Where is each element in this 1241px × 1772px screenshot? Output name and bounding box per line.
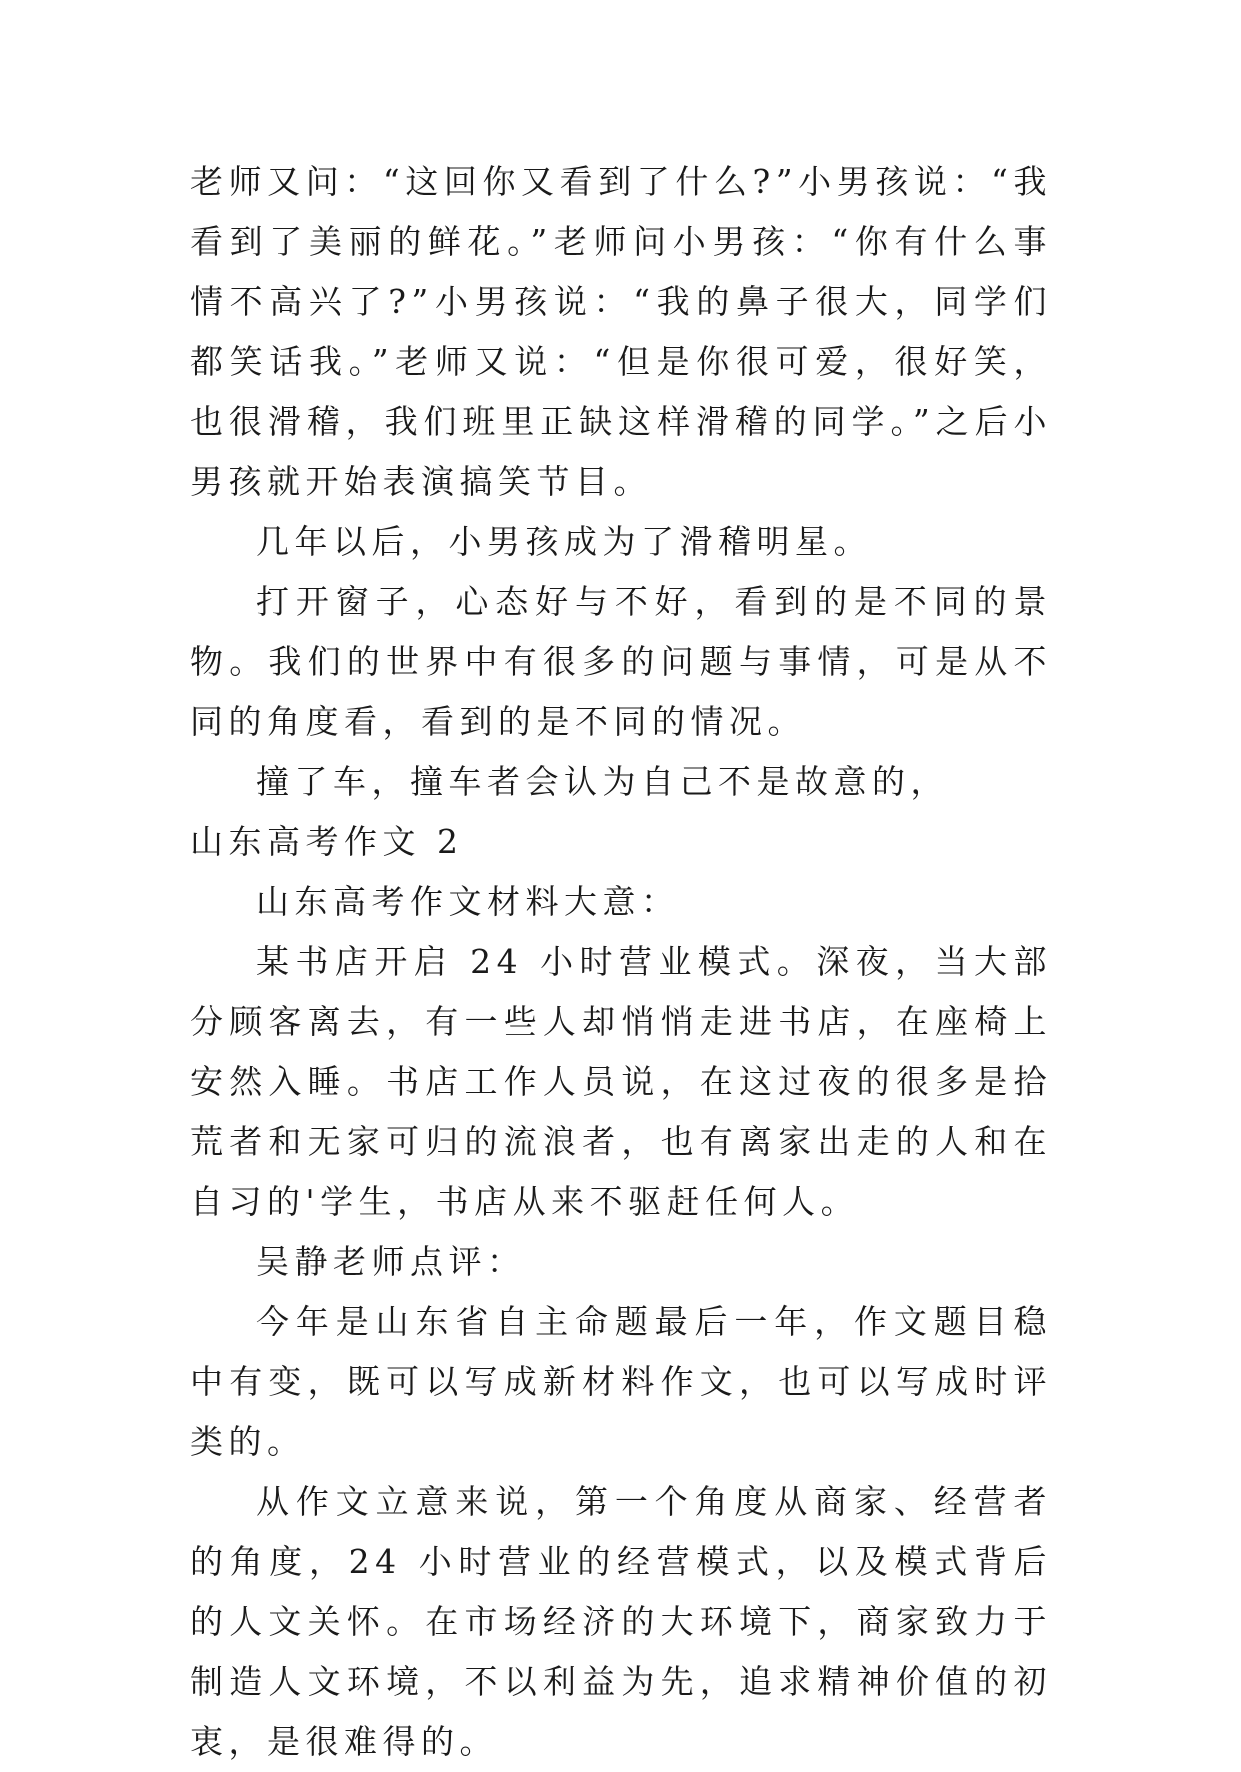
paragraph-dialogue: 老师又问：“这回你又看到了什么?”小男孩说：“我看到了美丽的鲜花。”老师问小男孩：“你有什么事情不高兴了?”小男孩说：“我的鼻子很大，同学们都笑话我。”老师又说：“但是你很可爱，很好笑，也很滑稽，我们班里正缺这样滑稽的同学。”之后小男孩就开始表演搞笑节目。	[190, 162, 1052, 501]
section-heading: 山东高考作文 2	[190, 822, 464, 861]
paragraph-car-crash: 撞了车，撞车者会认为自己不是故意的，	[256, 762, 949, 801]
paragraph-star: 几年以后，小男孩成为了滑稽明星。	[256, 522, 872, 561]
paragraph-review-title: 吴静老师点评：	[256, 1242, 526, 1281]
paragraph-bookstore: 某书店开启 24 小时营业模式。深夜，当大部分顾客离去，有一些人却悄悄走进书店，在座椅上安然入睡。书店工作人员说，在这过夜的很多是拾荒者和无家可归的流浪者，也有离家出走的人和在自习的'学生，书店从来不驱赶任何人。	[190, 942, 1052, 1221]
paragraph-review-angle: 从作文立意来说，第一个角度从商家、经营者的角度，24 小时营业的经营模式，以及模式背后的人文关怀。在市场经济的大环境下，商家致力于制造人文环境，不以利益为先，追求精神价值的初衷，是很难得的。	[190, 1482, 1052, 1761]
paragraph-material-title: 山东高考作文材料大意：	[256, 882, 680, 921]
paragraph-review-intro: 今年是山东省自主命题最后一年，作文题目稳中有变，既可以写成新材料作文，也可以写成时评类的。	[190, 1302, 1052, 1461]
paragraph-window: 打开窗子，心态好与不好，看到的是不同的景物。我们的世界中有很多的问题与事情，可是从不同的角度看，看到的是不同的情况。	[190, 582, 1052, 741]
document-body	[190, 152, 1052, 1772]
